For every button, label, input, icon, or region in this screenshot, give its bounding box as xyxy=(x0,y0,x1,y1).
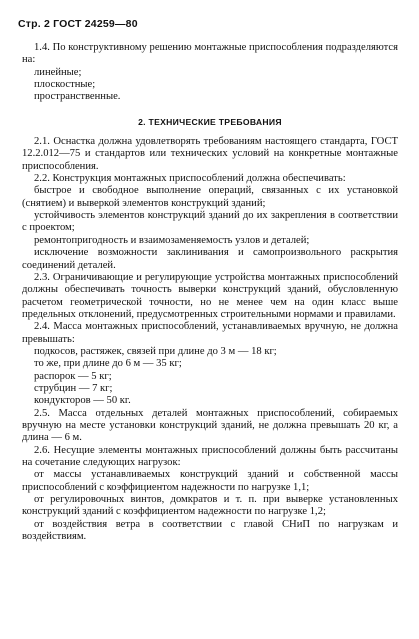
list-item: пространственные. xyxy=(34,91,121,103)
list-item: подкосов, растяжек, связей при длине до 3 м — 18 кг; xyxy=(34,345,277,357)
paragraph-2-4: 2.4. Масса монтажных приспособлений, устанавливаемых вручную, не должна превышать: xyxy=(22,321,398,345)
paragraph-2-5: 2.5. Масса отдельных деталей монтажных приспособлений, собираемых вручную на месте установки конструкций зданий, не должна превышать 20 кг, а длина — 6 м. xyxy=(22,407,398,444)
list-item: от регулировочных винтов, домкратов и т. п. при выверке установленных конструкций зданий с коэффициентом надежности по нагрузке 1,2; xyxy=(22,494,398,518)
spacer xyxy=(22,128,398,136)
list-item: исключение возможности заклинивания и самопроизвольного раскрытия соединений деталей. xyxy=(22,247,398,271)
document-body xyxy=(22,42,398,543)
paragraph-2-3: 2.3. Ограничивающие и регулирующие устройства монтажных приспособлений должны обеспечивать точность выверки конструкций зданий, обусловленную расчетом геометрической точности, но не менее чем на один класс выше предельных отклонений, предусмотренных строительными нормами и правилами. xyxy=(22,271,398,320)
paragraph-2-2: 2.2. Конструкция монтажных приспособлений должна обеспечивать: xyxy=(34,173,346,185)
list-item: плоскостные; xyxy=(34,79,96,91)
paragraph-1-4: 1.4. По конструктивному решению монтажные приспособления подразделяются на: xyxy=(22,42,398,66)
list-item: линейные; xyxy=(34,66,82,78)
list-item: быстрое и свободное выполнение операций, связанных с их установкой (снятием) и выверкой элементов конструкций зданий; xyxy=(22,185,398,209)
section-title: 2. ТЕХНИЧЕСКИЕ ТРЕБОВАНИЯ xyxy=(138,116,282,127)
paragraph-2-6: 2.6. Несущие элементы монтажных приспособлений должны быть рассчитаны на сочетание следующих нагрузок: xyxy=(22,444,398,468)
list-item: то же, при длине до 6 м — 35 кг; xyxy=(34,358,182,370)
list-item: кондукторов — 50 кг. xyxy=(34,395,131,407)
list-item: ремонтопригодность и взаимозаменяемость узлов и деталей; xyxy=(34,234,310,246)
list-item: устойчивость элементов конструкций зданий до их закрепления в соответствии с проектом; xyxy=(22,210,398,234)
list-item: распорок — 5 кг; xyxy=(34,370,112,382)
list-item: от воздействия ветра в соответствии с главой СНиП по нагрузкам и воздействиям. xyxy=(22,518,398,543)
list-item: от массы устанавливаемых конструкций зданий и собственной массы приспособлений с коэффициентом надежности по нагрузке 1,1; xyxy=(22,469,398,493)
paragraph-2-1: 2.1. Оснастка должна удовлетворять требованиям настоящего стандарта, ГОСТ 12.2.012—75 и стандартов или технических условий на конкретные монтажные приспособления. xyxy=(22,136,398,172)
spacer xyxy=(22,104,398,116)
list-item: струбцин — 7 кг; xyxy=(34,382,113,394)
page-header: Стр. 2 ГОСТ 24259—80 xyxy=(18,18,138,30)
